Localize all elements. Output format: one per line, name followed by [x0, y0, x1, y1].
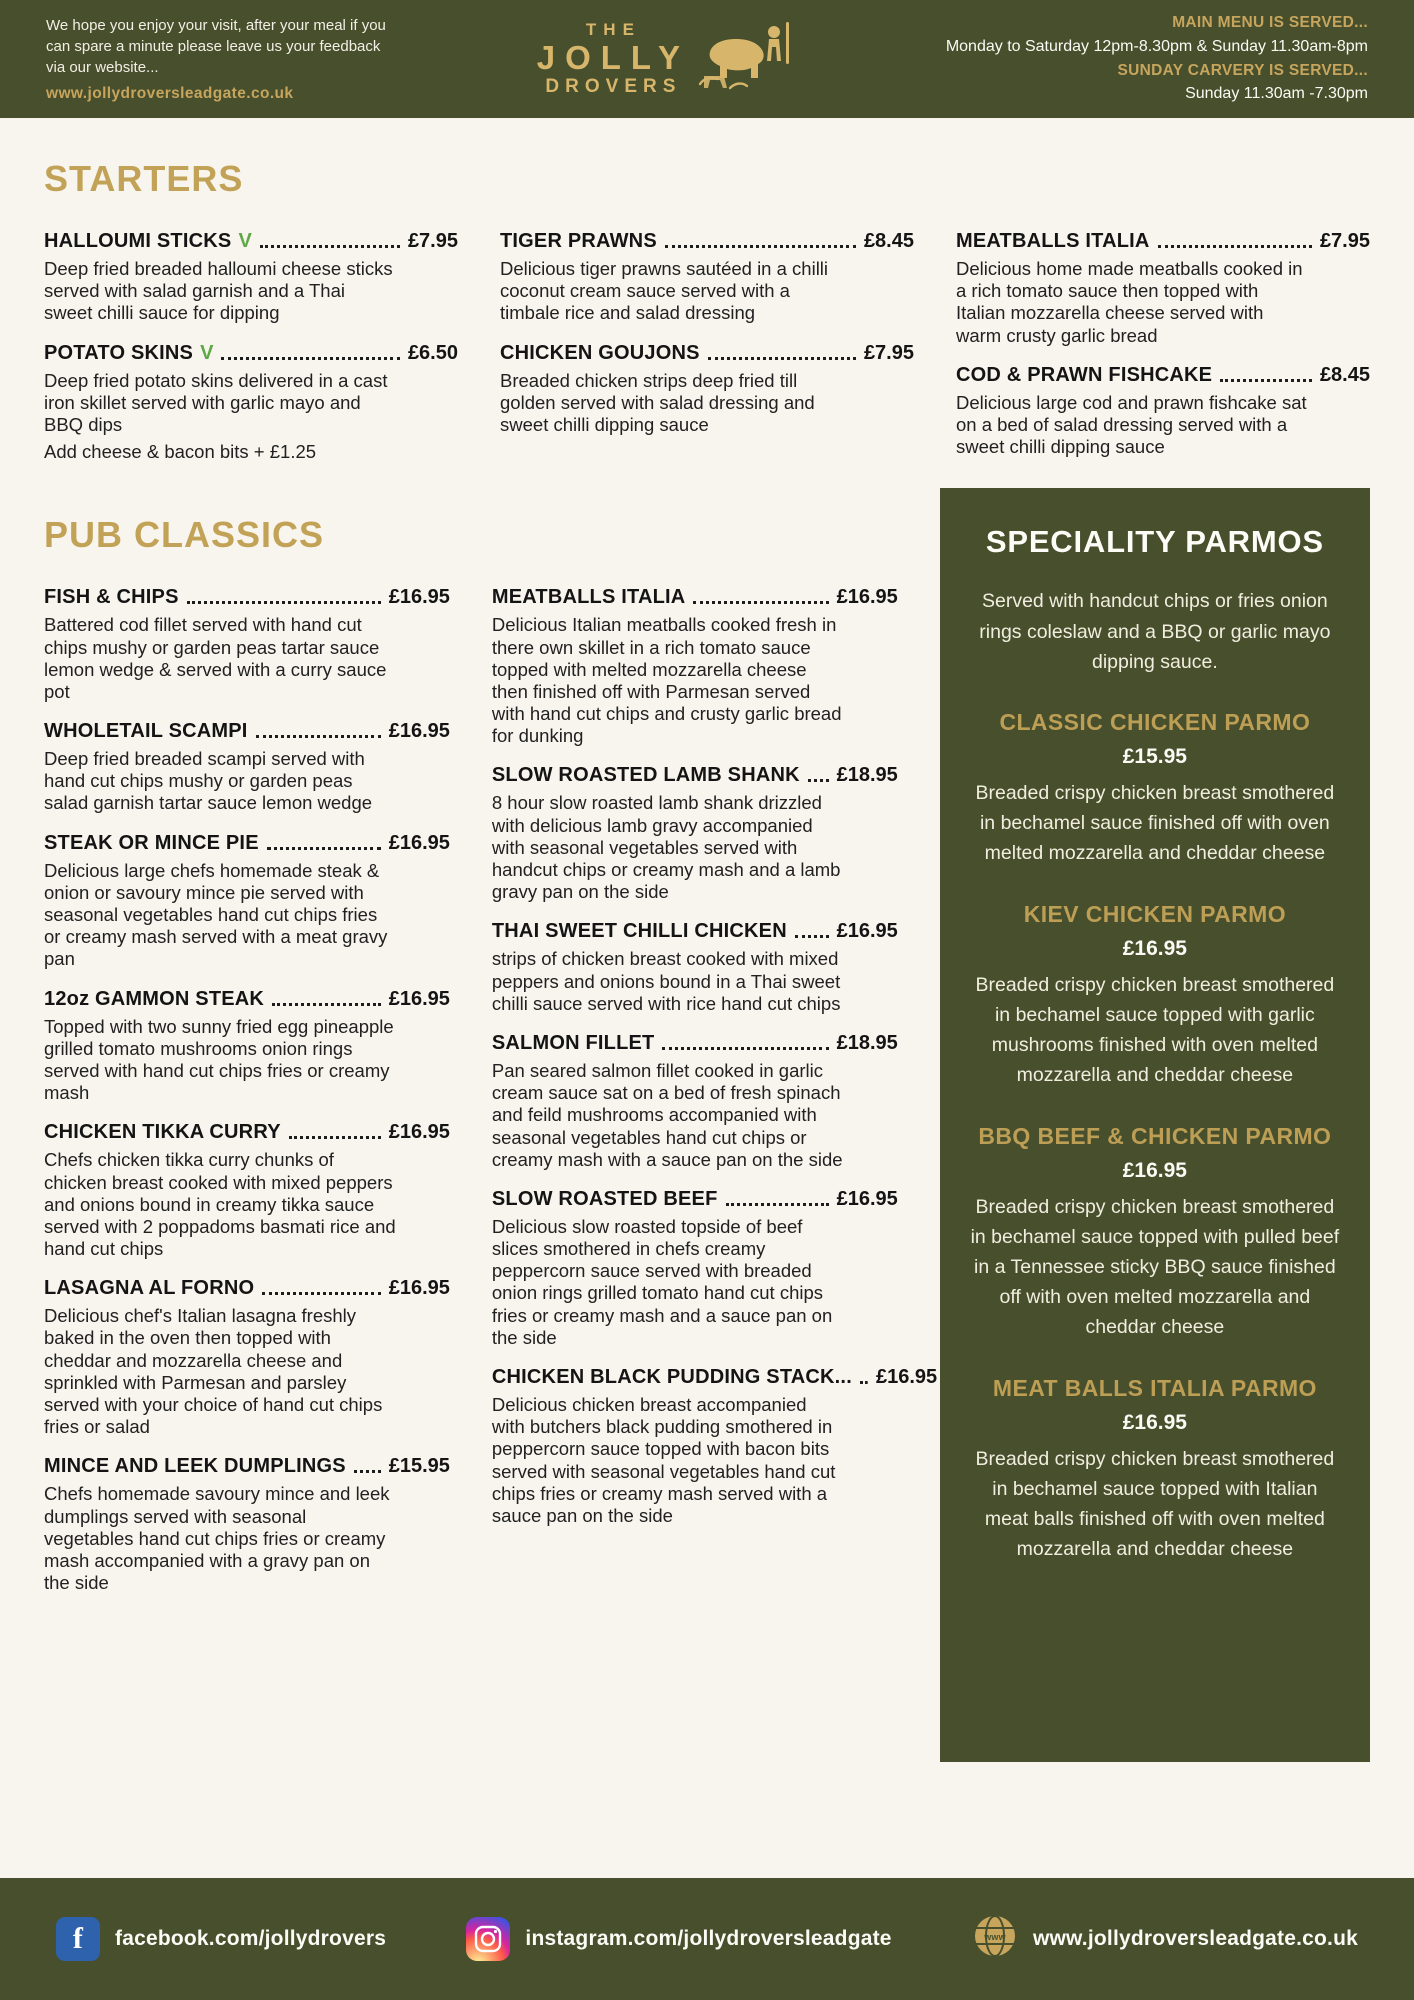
item-price: £16.95 [388, 1121, 450, 1144]
instagram-url: instagram.com/jollydroversleadgate [525, 1927, 892, 1950]
parmos-intro: Served with handcut chips or fries onion rings coleslaw and a BBQ or garlic mayo dipping sauce. [979, 590, 1331, 673]
dotted-leader [262, 1292, 380, 1295]
parmos-items [970, 709, 1340, 1565]
item-name: COD & PRAWN FISHCAKE [956, 363, 1213, 386]
carvery-times-group [946, 60, 1368, 106]
item-title-row [492, 1032, 898, 1055]
dotted-leader [260, 245, 400, 248]
menu-item [44, 832, 450, 971]
item-price: £16.95 [836, 920, 898, 943]
item-description: Deep fried potato skins delivered in a cast iron skillet served with garlic mayo and BBQ dips [44, 369, 388, 435]
parmo-item-description: Breaded crispy chicken breast smothered in bechamel sauce finished off with oven melted mozzarella and cheddar cheese [975, 781, 1335, 865]
item-name: THAI SWEET CHILLI CHICKEN [491, 920, 787, 943]
menu-item [44, 230, 458, 325]
parmo-item-price: £16.95 [1122, 936, 1187, 960]
item-title-row [956, 364, 1370, 387]
feedback-block [46, 15, 391, 104]
menu-content [0, 118, 1414, 1762]
facebook-icon: f [56, 1917, 100, 1961]
item-price: £16.95 [388, 831, 450, 854]
dotted-leader [795, 935, 829, 938]
item-price: £7.95 [863, 341, 914, 364]
item-description: Chefs chicken tikka curry chunks of chicken breast cooked with mixed peppers and onions bound in creamy tikka sauce served with 2 poppadoms basmati rice and hand cut chips [44, 1149, 396, 1260]
item-name: CHICKEN GOUJONS [500, 341, 700, 364]
parmo-item-price: £16.95 [1122, 1410, 1187, 1434]
item-title-row [956, 230, 1370, 253]
parmo-item-description: Breaded crispy chicken breast smothered in bechamel sauce topped with garlic mushrooms finished with oven melted mozzarella and cheddar cheese [975, 973, 1335, 1087]
carvery-served-label: SUNDAY CARVERY IS SERVED... [1117, 62, 1368, 79]
item-name: CHICKEN BLACK PUDDING STACK... [491, 1366, 852, 1388]
menu-item [44, 1121, 450, 1260]
dotted-leader [665, 245, 856, 248]
main-menu-times-group [946, 12, 1368, 58]
jolly-drovers-logo [537, 18, 800, 101]
logo-drovers: DROVERS [545, 76, 682, 98]
footer-bar [0, 1878, 1414, 2000]
item-name: MEATBALLS ITALIA [491, 586, 686, 609]
parmo-item-name: BBQ BEEF & CHICKEN PARMO [978, 1122, 1332, 1149]
item-description: Delicious tiger prawns sautéed in a chilli coconut cream sauce served with a timbale rice and salad dressing [500, 258, 829, 324]
item-price: £6.50 [407, 341, 458, 364]
item-title-row [492, 586, 898, 609]
item-price: £18.95 [836, 764, 898, 787]
pub-classics-column-2 [491, 586, 938, 1762]
menu-item [500, 230, 914, 325]
menu-item [44, 586, 450, 703]
item-title-row [492, 920, 898, 943]
item-name: 12oz GAMMON STEAK [44, 987, 265, 1010]
item-price: £15.95 [388, 1455, 450, 1478]
item-description: Delicious slow roasted topside of beef slices smothered in chefs creamy peppercorn sauce served with breaded onion rings grilled tomato hand cut chips fries or creamy mash and a sauce pan on the side [491, 1215, 833, 1348]
item-title-row [500, 342, 914, 365]
item-name: POTATO SKINS [44, 341, 194, 364]
item-description: Pan seared salmon fillet cooked in garlic cream sauce sat on a bed of fresh spinach and feild mushrooms accompanied with seasonal vegetables hand cut chips or creamy mash with a sauce pan on the side [491, 1059, 843, 1170]
item-title-row [500, 230, 914, 253]
dotted-leader [808, 779, 829, 782]
item-title-row [491, 1366, 938, 1389]
menu-item [44, 1455, 450, 1594]
starters-title: STARTERS [44, 158, 244, 199]
item-price: £16.95 [836, 1187, 898, 1210]
menu-item [44, 1277, 450, 1438]
facebook-link[interactable] [56, 1917, 386, 1961]
logo-the: THE [585, 19, 641, 39]
menu-item [44, 342, 458, 464]
parmo-item [970, 901, 1340, 1091]
parmo-item-description: Breaded crispy chicken breast smothered in bechamel sauce topped with pulled beef in a Tennessee sticky BBQ sauce finished off with oven melted mozzarella and cheddar cheese [970, 1195, 1340, 1339]
pub-classics-title: PUB CLASSICS [44, 514, 325, 556]
parmo-item-name: MEAT BALLS ITALIA PARMO [992, 1374, 1317, 1401]
pub-classics-title-cell [44, 480, 898, 586]
dotted-leader [662, 1047, 828, 1050]
vegetarian-indicator: V [200, 341, 214, 364]
pub-classics-section [44, 480, 1370, 1762]
main-menu-served-times: Monday to Saturday 12pm-8.30pm & Sunday 11.30am-8pm [945, 37, 1368, 55]
svg-text:www: www [984, 1932, 1006, 1942]
item-name: HALLOUMI STICKS [44, 230, 232, 252]
menu-item [44, 720, 450, 815]
item-description: Delicious home made meatballs cooked in a rich tomato sauce then topped with Italian mozzarella cheese served with warm crusty garlic bread [956, 258, 1303, 346]
menu-item [492, 1032, 898, 1171]
item-price: £16.95 [875, 1366, 938, 1388]
feedback-text: We hope you enjoy your visit, after your meal if you can spare a minute please leave us your feedback via our website... [46, 16, 386, 77]
dotted-leader [272, 1003, 381, 1006]
menu-item [956, 230, 1370, 347]
item-title-row [44, 342, 458, 365]
item-name: MEATBALLS ITALIA [956, 230, 1150, 252]
item-title-row [44, 720, 450, 743]
dotted-leader [289, 1136, 381, 1139]
item-price: £8.45 [863, 230, 914, 252]
item-description: Battered cod fillet served with hand cut chips mushy or garden peas tartar sauce lemon wedge & served with a curry sauce pot [44, 614, 387, 702]
header-bar [0, 0, 1414, 118]
item-title-row [44, 1277, 450, 1300]
item-name: SLOW ROASTED LAMB SHANK [491, 764, 800, 787]
carvery-served-times: Sunday 11.30am -7.30pm [1185, 85, 1368, 103]
item-price: £16.95 [388, 720, 450, 743]
item-description: 8 hour slow roasted lamb shank drizzled with delicious lamb gravy accompanied with seasonal vegetables served with handcut chips or creamy mash and a lamb gravy pan on the side [491, 792, 841, 903]
item-price: £7.95 [407, 230, 458, 252]
item-price: £16.95 [836, 586, 898, 609]
item-name: TIGER PRAWNS [500, 230, 657, 252]
dotted-leader [693, 601, 828, 604]
item-title-row [44, 988, 450, 1011]
parmos-title: SPECIALITY PARMOS [985, 524, 1324, 560]
item-price: £16.95 [388, 586, 450, 609]
parmo-item [970, 1123, 1340, 1343]
dotted-leader [726, 1203, 829, 1206]
website-link[interactable] [972, 1913, 1358, 1965]
menu-item [956, 364, 1370, 459]
item-name: STEAK OR MINCE PIE [44, 831, 259, 854]
item-name: SLOW ROASTED BEEF [491, 1187, 718, 1210]
parmo-item-name: KIEV CHICKEN PARMO [1023, 900, 1287, 927]
parmo-item-price: £15.95 [1122, 744, 1187, 768]
pub-classics-column-1 [44, 586, 450, 1762]
item-description: Delicious chef's Italian lasagna freshly baked in the oven then topped with cheddar and mozzarella cheese and sprinkled with Parmesan and parsley served with your choice of hand cut chips fries or salad [44, 1305, 383, 1438]
menu-item [492, 764, 898, 903]
parmo-item-name: CLASSIC CHICKEN PARMO [999, 708, 1311, 735]
item-name: FISH & CHIPS [44, 586, 179, 609]
item-name: MINCE AND LEEK DUMPLINGS [44, 1455, 346, 1478]
serving-times-block [946, 10, 1368, 107]
starters-column-3 [956, 230, 1370, 480]
item-price: £7.95 [1319, 230, 1370, 252]
menu-item [492, 1188, 898, 1349]
item-name: WHOLETAIL SCAMPI [44, 720, 248, 743]
dotted-leader [1220, 379, 1312, 382]
item-title-row [44, 1121, 450, 1144]
speciality-parmos-panel [940, 488, 1370, 1762]
parmo-item-price: £16.95 [1122, 1158, 1187, 1182]
item-description: Delicious large cod and prawn fishcake sat on a bed of salad dressing served with a sweet chilli dipping sauce [956, 391, 1307, 458]
item-name: SALMON FILLET [491, 1031, 655, 1054]
menu-item [492, 586, 898, 747]
header-website-link[interactable]: www.jollydroversleadgate.co.uk [46, 85, 294, 103]
item-title-row [44, 832, 450, 855]
item-title-row [44, 1455, 450, 1478]
logo-text [537, 21, 690, 97]
item-description: Breaded chicken strips deep fried till golden served with salad dressing and sweet chilli dipping sauce [500, 369, 815, 435]
dotted-leader [187, 601, 381, 604]
item-price: £18.95 [836, 1031, 898, 1054]
dotted-leader [221, 357, 400, 360]
dotted-leader [354, 1470, 381, 1473]
menu-item [492, 920, 898, 1015]
dotted-leader [860, 1381, 868, 1384]
instagram-link[interactable] [466, 1917, 891, 1961]
item-price: £16.95 [388, 1277, 450, 1300]
item-title-row [492, 1188, 898, 1211]
item-description: Delicious Italian meatballs cooked fresh in there own skillet in a rich tomato sauce topped with melted mozzarella cheese then finished off with Parmesan served with hand cut chips and crusty garlic bread for dunking [491, 614, 842, 747]
item-description: Deep fried breaded scampi served with hand cut chips mushy or garden peas salad garnish tartar sauce lemon wedge [44, 748, 373, 814]
item-description: Add cheese & bacon bits + £1.25 [44, 441, 317, 463]
drover-with-cattle-icon [696, 18, 800, 101]
item-price: £8.45 [1319, 363, 1370, 386]
item-description: Delicious chicken breast accompanied with butchers black pudding smothered in peppercorn sauce topped with bacon bits served with seasonal vegetables hand cut chips fries or creamy mash served with a sauce pan on the side [491, 1394, 836, 1526]
item-description: strips of chicken breast cooked with mixed peppers and onions bound in a Thai sweet chilli sauce served with rice hand cut chips [491, 948, 841, 1014]
vegetarian-indicator: V [238, 230, 252, 252]
dotted-leader [1158, 245, 1312, 248]
facebook-url: facebook.com/jollydrovers [115, 1927, 387, 1950]
instagram-icon [466, 1917, 510, 1961]
item-price: £16.95 [388, 987, 450, 1010]
item-description: Deep fried breaded halloumi cheese sticks served with salad garnish and a Thai sweet chilli sauce for dipping [44, 258, 393, 324]
parmo-item [970, 1375, 1340, 1565]
item-title-row [44, 230, 458, 253]
main-menu-served-label: MAIN MENU IS SERVED... [1172, 14, 1368, 32]
globe-icon [972, 1913, 1018, 1965]
starters-column-2 [500, 230, 914, 480]
item-description: Delicious large chefs homemade steak & onion or savoury mince pie served with seasonal vegetables hand cut chips fries or creamy mash served with a meat gravy pan [44, 859, 388, 970]
item-title-row [492, 764, 898, 787]
starters-section [44, 230, 1370, 480]
starters-column-1 [44, 230, 458, 480]
parmo-item-description: Breaded crispy chicken breast smothered in bechamel sauce topped with Italian meat balls finished off with oven melted mozzarella and cheddar cheese [975, 1447, 1335, 1561]
parmo-item [970, 709, 1340, 869]
website-url: www.jollydroversleadgate.co.uk [1032, 1927, 1358, 1950]
item-description: Chefs homemade savoury mince and leek dumplings served with seasonal vegetables hand cut chips fries or creamy mash accompanied with a gravy pan on the side [44, 1483, 390, 1594]
item-name: LASAGNA AL FORNO [44, 1277, 255, 1300]
dotted-leader [267, 847, 381, 850]
item-name: CHICKEN TIKKA CURRY [44, 1121, 281, 1144]
item-description: Topped with two sunny fried egg pineapple grilled tomato mushrooms onion rings served with hand cut chips fries or creamy mash [44, 1015, 394, 1104]
menu-item [500, 342, 914, 437]
menu-item [491, 1366, 938, 1527]
logo-jolly: JOLLY [536, 38, 691, 76]
menu-item [44, 988, 450, 1105]
dotted-leader [256, 735, 381, 738]
dotted-leader [708, 357, 856, 360]
item-title-row [44, 586, 450, 609]
